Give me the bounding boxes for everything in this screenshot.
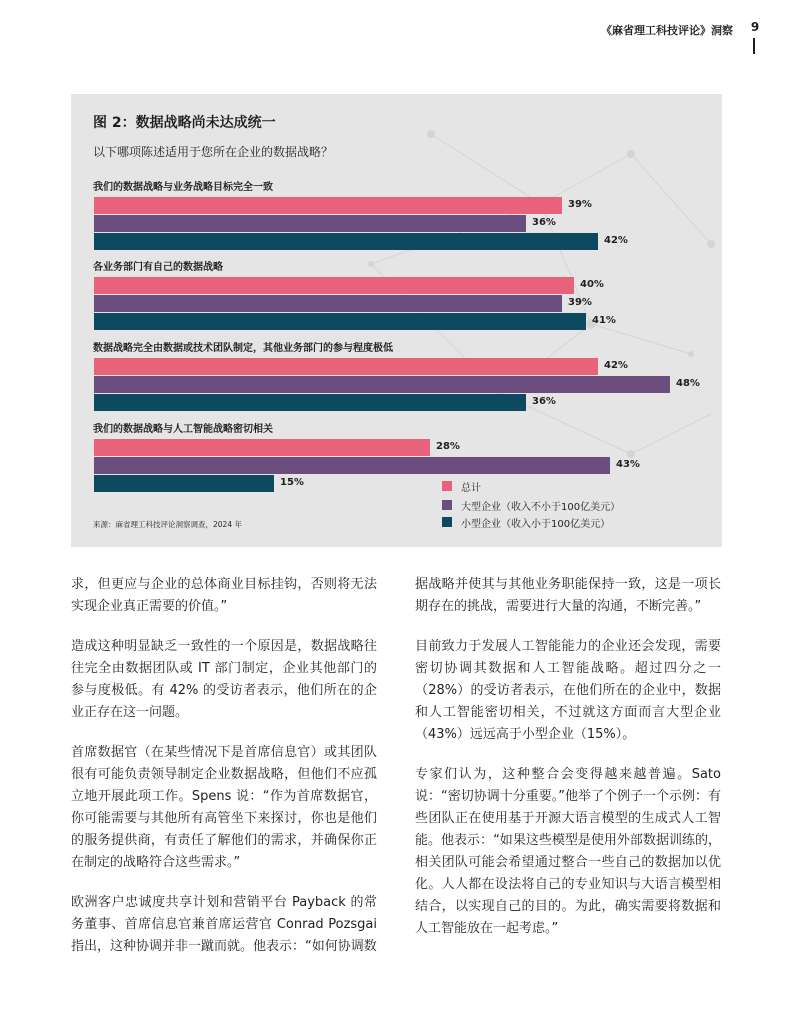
legend-label: 总计 [461,483,481,494]
bar-series-1 [94,439,430,456]
body-paragraph: 求，但更应与企业的总体商业目标挂钩，否则将无法实现企业真正需要的价值。” [71,577,377,614]
category-label: 我们的数据战略与人工智能战略密切相关 [93,424,273,435]
bar-value-label: 39% [568,297,592,308]
category-label: 数据战略完全由数据或技术团队制定，其他业务部门的参与程度极低 [93,343,393,354]
body-paragraph: 首席数据官（在某些情况下是首席信息官）或其团队很有可能负责领导制定企业数据战略，但他们不应孤立地开展此项工作。Spens 说：“作为首席数据官，你可能需要与其他所有高管坐下来探讨，你也是他们的服务提供商，有责任了解他们的需求，并确保你正在制定的战略符合这些需求。” [71,745,377,870]
bar-series-1 [94,197,562,214]
category-label: 我们的数据战略与业务战略目标完全一致 [93,182,273,193]
bar-value-label: 48% [676,378,700,389]
bar-value-label: 28% [436,441,460,452]
bar-value-label: 36% [532,396,556,407]
legend-swatch [442,481,452,491]
bar-value-label: 39% [568,199,592,210]
body-paragraph: 据战略并使其与其他业务职能保持一致，这是一项长期存在的挑战，需要进行大量的沟通，不断完善。” [415,577,721,614]
bar-series-2 [94,457,610,474]
bar-series-2 [94,295,562,312]
body-column-right [415,574,721,958]
bar-value-label: 42% [604,235,628,246]
body-column-left [71,574,377,976]
body-paragraph: 目前致力于发展人工智能能力的企业还会发现，需要密切协调其数据和人工智能战略。超过四分之一（28%）的受访者表示，在他们所在的企业中，数据和人工智能密切相关，不过就这方面而言大型企业（43%）远远高于小型企业（15%）。 [415,639,721,742]
bar-series-3 [94,394,526,411]
bar-value-label: 36% [532,217,556,228]
category-label: 各业务部门有自己的数据战略 [93,262,223,273]
legend-label: 小型企业（收入小于100亿美元） [461,519,611,530]
bar-value-label: 40% [580,279,604,290]
bar-series-3 [94,233,598,250]
bar-value-label: 15% [280,477,304,488]
legend-swatch [442,517,452,527]
page-number-rule [753,38,755,54]
legend-label: 大型企业（收入不小于100亿美元） [461,502,621,513]
bar-value-label: 41% [592,315,616,326]
page-number: 9 [750,20,760,34]
body-paragraph: 专家们认为，这种整合会变得越来越普遍。Sato 说：“密切协调十分重要。”他举了个例子一个示例：有些团队正在使用基于开源大语言模型的生成式人工智能。他表示：“如果这些模型是使用外部数据训练的，相关团队可能会希望通过整合一些自己的数据加以优化。人人都在设法将自己的专业知识与大语言模型相结合，以实现自己的目的。为此，确实需要将数据和人工智能放在一起考虑。” [415,767,721,936]
bar-value-label: 42% [604,360,628,371]
body-paragraph: 欧洲客户忠诚度共享计划和营销平台 Payback 的常务董事、首席信息官兼首席运营官 Conrad Pozsgai 指出，这种协调并非一蹴而就。他表示：“如何协调数 [71,895,377,954]
bar-series-3 [94,475,274,492]
bar-value-label: 43% [616,459,640,470]
figure-subtitle: 以下哪项陈述适用于您所在企业的数据战略？ [93,145,334,159]
figure-source: 来源：麻省理工科技评论洞察调查，2024 年 [93,520,242,529]
bar-series-3 [94,313,586,330]
body-paragraph: 造成这种明显缺乏一致性的一个原因是，数据战略往往完全由数据团队或 IT 部门制定，企业其他部门的参与度极低。有 42% 的受访者表示，他们所在的企业正存在这一问题。 [71,639,377,720]
figure-panel [71,94,722,547]
bar-series-1 [94,277,574,294]
figure-title: 图 2：数据战略尚未达成统一 [93,115,276,131]
bar-series-1 [94,358,598,375]
publication-title: 《麻省理工科技评论》洞察 [601,24,733,37]
legend-swatch [442,500,452,510]
bar-series-2 [94,215,526,232]
bar-series-2 [94,376,670,393]
